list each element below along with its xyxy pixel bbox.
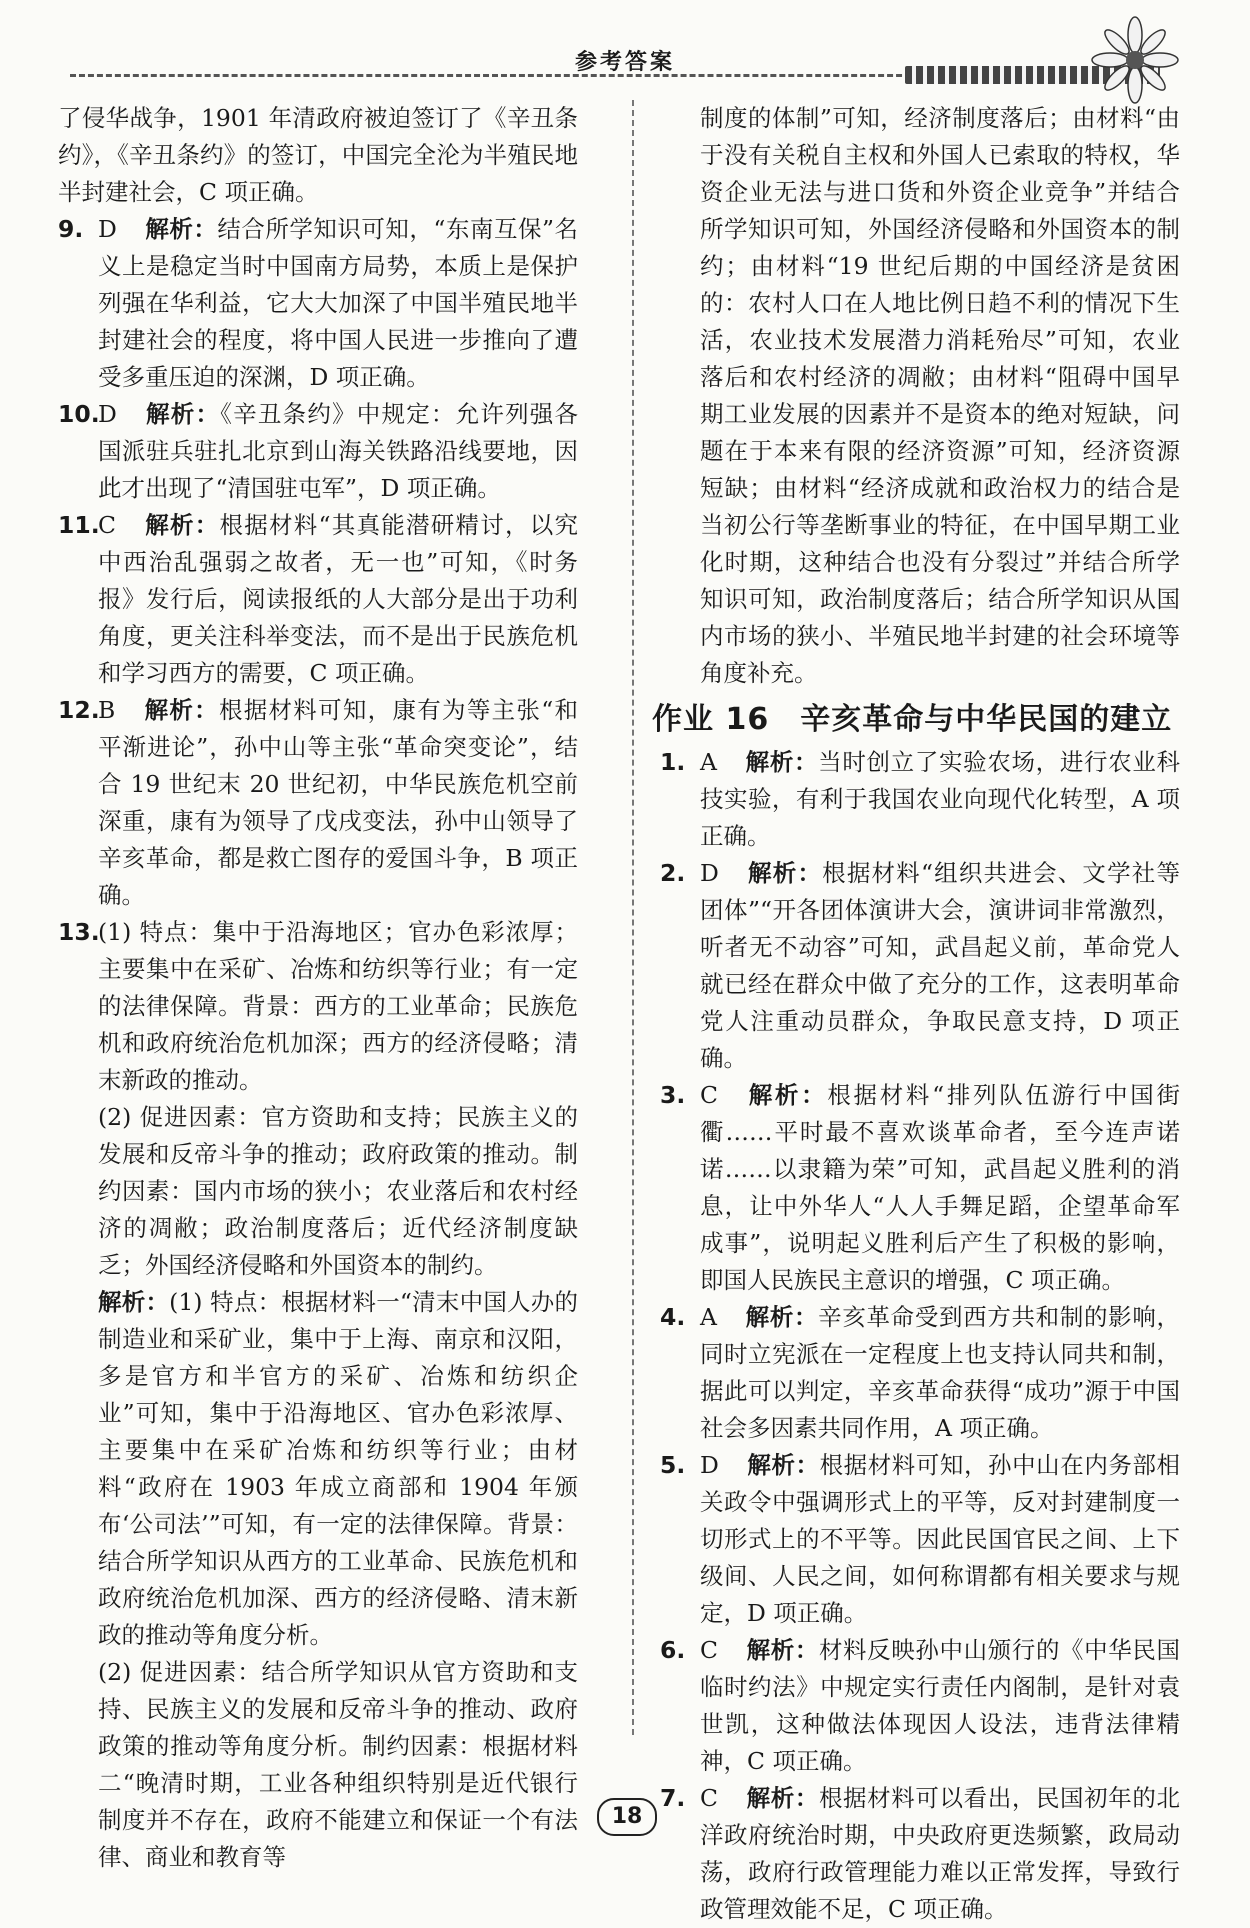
- item-answer: D: [98, 215, 117, 243]
- answer-item-3: [660, 1077, 1180, 1299]
- item-text: 辛亥革命受到西方共和制的影响，同时立宪派在一定程度上也支持认同共和制，据此可以判定，辛亥革命获得“成功”源于中国社会多因素共同作用，A 项正确。: [700, 1303, 1181, 1442]
- section-title: 作业 16 辛亥革命与中华民国的建立: [652, 702, 1173, 737]
- right-continuation-text: 制度的体制”可知，经济制度落后；由材料“由于没有关税自主权和外国人已索取的特权，华资企业无法与进口货和外资企业竞争”并结合所学知识可知，外国经济侵略和外国资本的制约；由材料“19 世纪后期的中国经济是贫困的：农村人口在人地比例日趋不利的情况下生活，农业技术发展潜力消耗殆尽”可知，农业落后和农村经济的凋敝；由材料“阻碍中国早期工业发展的因素并不是资本的绝对短缺，问题在于本来有限的经济资源”可知，经济资源短缺；由材料“经济成就和政治权力的结合是当初公行等垄断事业的特征，在中国早期工业化时期，这种结合也没有分裂过”并结合所学知识可知，政治制度落后；结合所学知识从国内市场的狭小、半殖民地半封建的社会环境等角度补充。: [700, 104, 1180, 687]
- item-answer: A: [700, 748, 717, 776]
- q13-part1: (1) 特点：集中于沿海地区；官办色彩浓厚；主要集中在采矿、冶炼和纺织等行业；有一定的法律保障。背景：西方的工业革命；民族危机和政府统治危机加深；西方的经济侵略；清末新政的推动。: [98, 918, 578, 1094]
- item-number: 13.: [58, 918, 100, 946]
- answer-item-1: [660, 744, 1180, 855]
- right-column: [652, 100, 1181, 1928]
- analysis-label: 解析：: [143, 696, 219, 724]
- answer-item-9: [58, 211, 578, 396]
- analysis-label: 解析：: [745, 1081, 828, 1109]
- analysis-label: 解析：: [744, 1303, 819, 1331]
- header-dashed-rule: [70, 74, 920, 77]
- item-text: 根据材料“其真能潜研精讨，以究中西治乱强弱之故者，无一也”可知，《时务报》发行后，阅读报纸的人大部分是出于功利角度，更关注科举变法，而不是出于民族危机和学习西方的需要，C 项正确。: [98, 511, 578, 687]
- item-number: 11.: [58, 511, 100, 539]
- item-number: 5.: [660, 1451, 686, 1479]
- answer-item-10: [58, 396, 578, 507]
- answer-item-6: [660, 1632, 1180, 1780]
- analysis-label: 解析：: [144, 215, 218, 243]
- analysis-label: 解析：: [744, 748, 819, 776]
- item-answer: C: [700, 1081, 718, 1109]
- q13-analysis-2: (2) 促进因素：结合所学知识从官方资助和支持、民族主义的发展和反帝斗争的推动、政府政策的推动等角度分析。制约因素：根据材料二“晚清时期，工业各种组织特别是近代银行制度并不存在，政府不能建立和保证一个有法律、商业和教育等: [98, 1658, 578, 1871]
- item-answer: D: [700, 1451, 719, 1479]
- item-number: 7.: [660, 1784, 686, 1812]
- answer-item-11: [58, 507, 578, 692]
- item-text: 当时创立了实验农场，进行农业科技实验，有利于我国农业向现代化转型，A 项正确。: [700, 748, 1181, 850]
- column-divider: [632, 100, 634, 1735]
- item-number: 2.: [660, 859, 686, 887]
- flower-icon: [1090, 15, 1180, 105]
- page-number: 18: [597, 1798, 657, 1836]
- item-answer: B: [98, 696, 116, 724]
- analysis-label: 解析：: [98, 1288, 170, 1316]
- item-answer: C: [700, 1784, 718, 1812]
- q13-analysis-1: [98, 1284, 578, 1654]
- header-title: 参考答案: [574, 50, 675, 75]
- item-answer: D: [700, 859, 719, 887]
- answer-item-2: [660, 855, 1180, 1077]
- item-number: 9.: [58, 215, 84, 243]
- q13-part2: (2) 促进因素：官方资助和支持；民族主义的发展和反帝斗争的推动；政府政策的推动。制约因素：国内市场的狭小；农业落后和农村经济的凋敝；政治制度落后；近代经济制度缺乏；外国经济侵略和外国资本的制约。: [98, 1103, 578, 1279]
- left-column: [58, 100, 578, 1876]
- analysis-label: 解析：: [746, 859, 823, 887]
- analysis-label: 解析：: [143, 511, 220, 539]
- item-text: 材料反映孙中山颁行的《中华民国临时约法》中规定实行责任内阁制，是针对袁世凯，这种做法体现因人设法，违背法律精神，C 项正确。: [700, 1636, 1181, 1775]
- item-number: 3.: [660, 1081, 686, 1109]
- analysis-label: 解析：: [745, 1636, 819, 1664]
- left-intro-text: 了侵华战争，1901 年清政府被迫签订了《辛丑条约》，《辛丑条约》的签订，中国完全沦为半殖民地半封建社会，C 项正确。: [58, 104, 578, 206]
- item-text: 根据材料可知，康有为等主张“和平渐进论”，孙中山等主张“革命突变论”，结合 19 世纪末 20 世纪初，中华民族危机空前深重，康有为领导了戊戌变法，孙中山领导了辛亥革命，都是救亡图存的爱国斗争，B 项正确。: [98, 696, 578, 909]
- item-number: 1.: [660, 748, 686, 776]
- analysis-label: 解析：: [746, 1451, 820, 1479]
- item-number: 10.: [58, 400, 100, 428]
- item-answer: A: [700, 1303, 717, 1331]
- answer-item-4: [660, 1299, 1180, 1447]
- analysis-label: 解析：: [144, 400, 221, 428]
- q13-analysis-text-1: (1) 特点：根据材料一“清末中国人办的制造业和采矿业，集中于上海、南京和汉阳，多是官方和半官方的采矿、冶炼和纺织企业”可知，集中于沿海地区、官办色彩浓厚、主要集中在采矿冶炼和纺织等行业；由材料“政府在 1903 年成立商部和 1904 年颁布‘公司法’”可知，有一定的法律保障。背景：结合所学知识从西方的工业革命、民族危机和政府统治危机加深、西方的经济侵略、清末新政的推动等角度分析。: [98, 1288, 578, 1649]
- item-number: 6.: [660, 1636, 686, 1664]
- item-answer: D: [98, 400, 117, 428]
- item-number: 4.: [660, 1303, 686, 1331]
- item-text: 《辛丑条约》中规定：允许列强各国派驻兵驻扎北京到山海关铁路沿线要地，因此才出现了“清国驻屯军”，D 项正确。: [98, 400, 579, 502]
- answer-item-13: [58, 914, 578, 1876]
- analysis-label: 解析：: [745, 1784, 819, 1812]
- answer-item-7: [660, 1780, 1180, 1928]
- item-number: 12.: [58, 696, 100, 724]
- answer-item-5: [660, 1447, 1180, 1632]
- item-answer: C: [98, 511, 116, 539]
- item-text: 结合所学知识可知，“东南互保”名义上是稳定当时中国南方局势，本质上是保护列强在华利益，它大大加深了中国半殖民地半封建社会的程度，将中国人民进一步推向了遭受多重压迫的深渊，D 项正确。: [98, 215, 579, 391]
- item-text: 根据材料可以看出，民国初年的北洋政府统治时期，中央政府更迭频繁，政局动荡，政府行政管理能力难以正常发挥，导致行政管理效能不足，C 项正确。: [700, 1784, 1181, 1923]
- page-header: [0, 0, 1250, 92]
- item-text: 根据材料“组织共进会、文学社等团体”“开各团体演讲大会，演讲词非常激烈，听者无不动容”可知，武昌起义前，革命党人就已经在群众中做了充分的工作，这表明革命党人注重动员群众，争取民意支持，D 项正确。: [700, 859, 1181, 1072]
- answer-item-12: [58, 692, 578, 914]
- item-answer: C: [700, 1636, 718, 1664]
- item-text: 根据材料可知，孙中山在内务部相关政令中强调形式上的平等，反对封建制度一切形式上的不平等。因此民国官民之间、上下级间、人民之间，如何称谓都有相关要求与规定，D 项正确。: [700, 1451, 1181, 1627]
- item-text: 根据材料“排列队伍游行中国街衢……平时最不喜欢谈革命者，至今连声诺诺……以隶籍为荣”可知，武昌起义胜利的消息，让中外华人“人人手舞足蹈，企望革命军成事”，说明起义胜利后产生了积极的影响，即国人民族民主意识的增强，C 项正确。: [700, 1081, 1181, 1294]
